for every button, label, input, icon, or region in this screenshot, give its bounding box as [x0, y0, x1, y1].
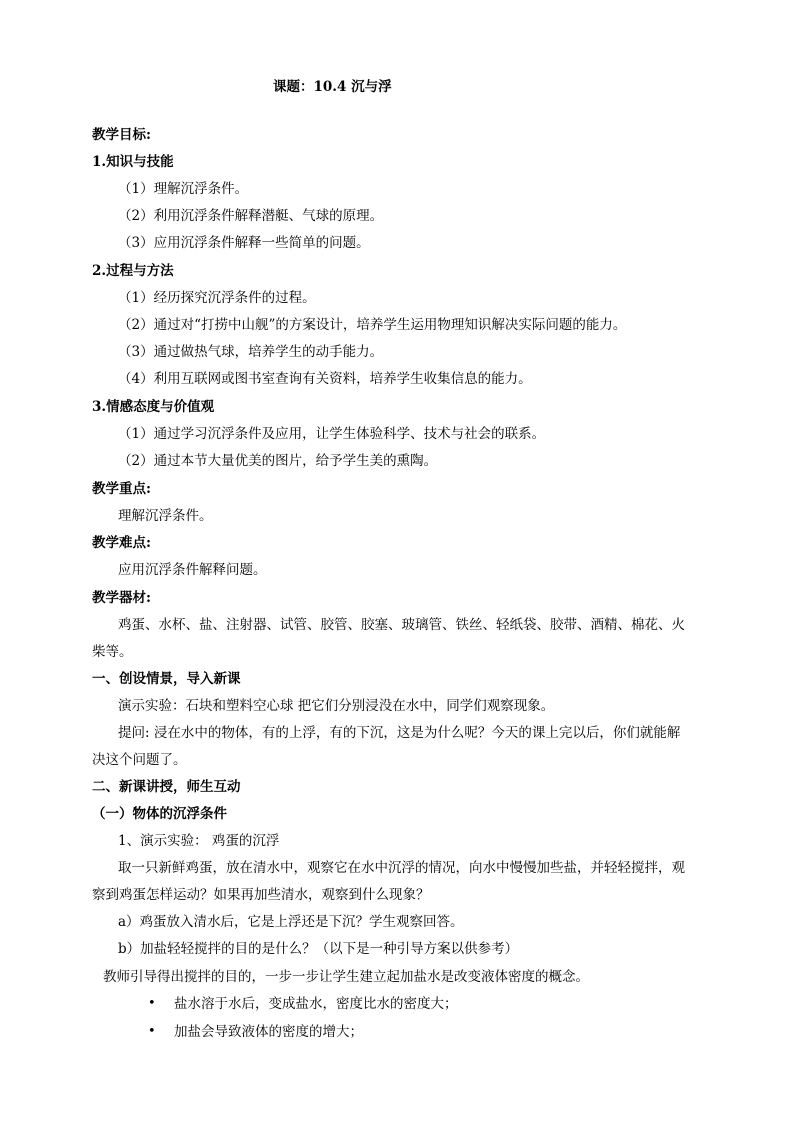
- question-a: a）鸡蛋放入清水后，它是上浮还是下沉？学生观察回答。: [118, 914, 464, 930]
- part1-question: 提问: 浸在水中的物体，有的上浮，有的下沉，这是为什么呢？今天的课上完以后，你们就能解: [118, 725, 681, 741]
- bullet-item: 加盐会导致液体的密度的增大；: [174, 1024, 363, 1040]
- equipment-heading: 教学器材:: [92, 590, 151, 606]
- objective-item: （3）应用沉浮条件解释一些简单的问题。: [118, 235, 370, 251]
- teacher-guide: 教师引导得出搅拌的目的，一步一步让学生建立起加盐水是改变液体密度的概念。: [103, 969, 589, 985]
- bullet-item: 盐水溶于水后，变成盐水，密度比水的密度大；: [174, 996, 458, 1012]
- part1-question-cont: 决这个问题了。: [92, 752, 187, 768]
- difficulty-text: 应用沉浮条件解释问题。: [118, 562, 267, 578]
- experiment-title: 1、演示实验： 鸡蛋的沉浮: [118, 833, 280, 849]
- bullet-icon: •: [148, 996, 156, 1011]
- objective-item: （2）利用沉浮条件解释潜艇、气球的原理。: [118, 208, 384, 224]
- bullet-icon: •: [148, 1024, 156, 1039]
- section-heading-knowledge: 1.知识与技能: [92, 154, 174, 170]
- question-b: b）加盐轻轻搅拌的目的是什么？（以下是一种引导方案以供参考）: [118, 941, 519, 957]
- section-heading-process: 2.过程与方法: [92, 263, 174, 279]
- experiment-text: 取一只新鲜鸡蛋，放在清水中，观察它在水中沉浮的情况，向水中慢慢加些盐，并轻轻搅拌，观: [118, 860, 685, 876]
- objective-item: （2）通过对“打捞中山舰”的方案设计，培养学生运用物理知识解决实际问题的能力。: [118, 317, 627, 333]
- objectives-heading: 教学目标:: [92, 127, 151, 143]
- difficulty-heading: 教学难点:: [92, 535, 151, 551]
- experiment-text-cont: 察到鸡蛋怎样运动？如果再加些清水，观察到什么现象？: [92, 887, 430, 903]
- equipment-text: 鸡蛋、水杯、盐、注射器、试管、胶管、胶塞、玻璃管、铁丝、轻纸袋、胶带、酒精、棉花、火: [118, 617, 685, 633]
- page-title: 课题：10.4 沉与浮: [273, 79, 392, 95]
- section-heading-attitude: 3.情感态度与价值观: [92, 399, 215, 415]
- key-point-text: 理解沉浮条件。: [118, 508, 213, 524]
- objective-item: （2）通过本节大量优美的图片，给予学生美的熏陶。: [118, 453, 438, 469]
- objective-item: （4）利用互联网或图书室查询有关资料，培养学生收集信息的能力。: [118, 371, 532, 387]
- part2-heading: 二、新课讲授，师生互动: [92, 779, 241, 795]
- objective-item: （1）通过学习沉浮条件及应用，让学生体验科学、技术与社会的联系。: [118, 426, 546, 442]
- key-point-heading: 教学重点:: [92, 481, 151, 497]
- part1-demo: 演示实验：石块和塑料空心球 把它们分别浸没在水中，同学们观察现象。: [118, 698, 555, 714]
- objective-item: （3）通过做热气球，培养学生的动手能力。: [118, 344, 384, 360]
- objective-item: （1）经历探究沉浮条件的过程。: [118, 290, 316, 306]
- part2-subheading: （一）物体的沉浮条件: [92, 806, 227, 822]
- part1-heading: 一、创设情景，导入新课: [92, 671, 241, 687]
- equipment-text-cont: 柴等。: [92, 644, 133, 660]
- objective-item: （1）理解沉浮条件。: [118, 181, 249, 197]
